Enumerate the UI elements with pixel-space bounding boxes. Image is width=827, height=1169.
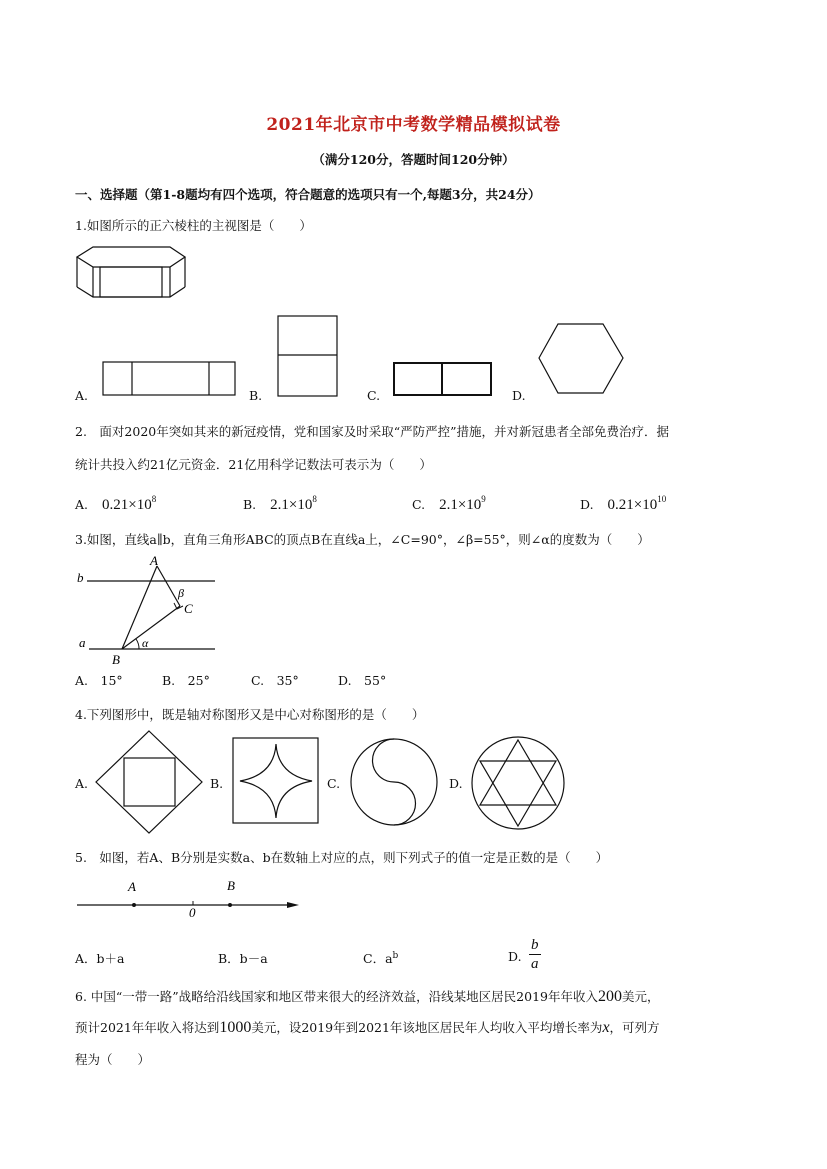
q5-option-d-fraction: $\frac{b}{a}$ xyxy=(531,937,539,972)
q3-option-d: D. 55° xyxy=(338,673,387,688)
q5-option-d-label: D. xyxy=(508,949,522,964)
q3-option-c: C. 35° xyxy=(251,673,299,688)
q5-option-c: C．$a^b$ xyxy=(363,950,399,966)
q5-option-a: A．b＋a xyxy=(75,951,125,966)
q3-label-c-point: C xyxy=(184,601,193,616)
q1-option-a-label: A. xyxy=(75,388,89,403)
q5-stem: 5. 如图，若A、B分别是实数a、b在数轴上对应的点，则下列式子的值一定是正数的是（ ） xyxy=(75,850,609,865)
q5-label-a: A xyxy=(128,879,136,894)
q6-stem-line3: 程为（ ） xyxy=(75,1052,151,1067)
q3-label-a-point: A xyxy=(150,553,158,568)
q4-option-c-label: C. xyxy=(327,776,341,791)
q2-stem-line1: 2. 面对2020年突如其来的新冠疫情，党和国家及时采取“严防严控”措施，并对新冠患者全部免费治疗．据 xyxy=(75,424,670,439)
q3-label-b-point: B xyxy=(112,652,120,667)
q1-stem: 1.如图所示的正六棱柱的主视图是（ ） xyxy=(75,218,312,233)
q5-label-zero: 0 xyxy=(189,905,196,920)
q5-label-b: B xyxy=(227,878,235,893)
q1-option-c-label: C. xyxy=(367,388,381,403)
q2-option-a: A. $0.21\times 10^8$ xyxy=(75,494,157,513)
q1-option-b-label: B. xyxy=(249,388,263,403)
q3-parallel-lines-figure xyxy=(75,552,225,667)
q5-number-line-figure xyxy=(75,875,305,920)
q1-option-c-figure xyxy=(393,362,493,398)
q4-stem: 4.下列图形中，既是轴对称图形又是中心对称图形的是（ ） xyxy=(75,707,425,722)
q2-stem-line2: 统计共投入约21亿元资金．21亿用科学记数法可表示为（ ） xyxy=(75,457,432,472)
q3-option-b: B. 25° xyxy=(162,673,210,688)
q5-option-b: B．b－a xyxy=(218,951,268,966)
q4-option-d-figure xyxy=(470,735,566,831)
q1-option-d-label: D. xyxy=(512,388,526,403)
q1-hexagonal-prism-figure xyxy=(75,245,187,303)
q4-option-c-figure xyxy=(349,737,439,827)
q4-option-a-figure xyxy=(94,729,204,835)
q4-option-b-label: B. xyxy=(210,776,224,791)
q3-label-a-line: a xyxy=(79,635,86,650)
q4-option-d-label: D. xyxy=(449,776,463,791)
q2-option-c: C. $2.1\times 10^9$ xyxy=(412,494,486,513)
q1-option-a-figure xyxy=(102,361,236,397)
q4-option-a-label: A. xyxy=(75,776,89,791)
q1-option-d-figure xyxy=(537,322,625,396)
q4-option-b-figure xyxy=(232,737,320,825)
q6-stem-line1: 6. 中国“一带一路”战略给沿线国家和地区带来很大的经济效益，沿线某地区居民2019年年收入200美元， xyxy=(75,988,660,1005)
q2-option-b: B. $2.1\times 10^8$ xyxy=(243,494,317,513)
page-title: 2021年北京市中考数学精品模拟试卷 xyxy=(266,115,561,135)
exam-info: （满分120分，答题时间120分钟） xyxy=(312,152,515,167)
q2-option-d: D. $0.21\times 10^{10}$ xyxy=(580,494,667,513)
q6-stem-line2: 预计2021年年收入将达到1000美元，设2019年到2021年该地区居民年人均收入平均增长率为x，可列方 xyxy=(75,1019,660,1036)
q3-stem: 3.如图，直线a∥b，直角三角形ABC的顶点B在直线a上，∠C=90°，∠β=55°，则∠α的度数为（ ） xyxy=(75,532,650,547)
q1-option-b-figure xyxy=(277,315,339,399)
q3-option-a: A. 15° xyxy=(75,673,123,688)
q3-label-alpha: α xyxy=(142,636,149,650)
q3-label-b-line: b xyxy=(77,570,84,585)
q3-label-beta: β xyxy=(178,586,184,600)
section-heading: 一、选择题（第1-8题均有四个选项，符合题意的选项只有一个,每题3分，共24分） xyxy=(75,187,541,202)
